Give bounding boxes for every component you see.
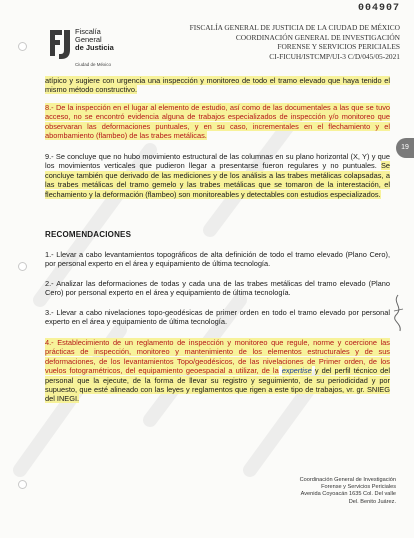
recommendation-1-text: 1.- Llevar a cabo levantamientos topográficos de alta definición de todo el tramo elevado (Plano Cero), por personal experto en el área y equipamiento de última tecnología.: [45, 250, 390, 269]
header-line-3: FORENSE Y SERVICIOS PERICIALES: [277, 42, 400, 52]
recommendation-4-text-c: y del perfil técnico del personal que la ejecute, de la forma de llevar su registro y seguimiento, de su periodicidad y por supuesto, que esté alineado con las leyes y reglamentos que rigen a este tipo de trabajos, vr. gr. SNIEG del INEGI.: [45, 366, 390, 404]
paragraph-9: [45, 152, 390, 199]
logo-line-1: Fiscalía: [75, 27, 101, 36]
document-header: [120, 23, 400, 61]
fgj-emblem-icon: [48, 26, 72, 62]
paragraph-9-text-a: 9.- Se concluye que no hubo movimiento estructural de las columnas en su plano horizontal (X, Y) y que los movimientos verticales que pudieron llegar a presentarse fueron regulares y no puntuales.: [45, 152, 390, 171]
logo-line-2: General: [75, 35, 102, 44]
recommendations-heading: RECOMENDACIONES: [45, 230, 132, 239]
logo-wordmark: [75, 28, 114, 52]
recommendation-4-text-b: expertise: [281, 366, 312, 376]
paragraph-9-text-b: Se concluye también que derivado de las mediciones y de los análisis a las trabes metálicas colapsadas, a las trabes metálicas del tramo gemelo y las trabes metálicas que se tomaron de la interestación, el flechamiento y la deformación (flambeo) son monitoreables y detectables con estudios especializados.: [45, 161, 390, 199]
paragraph-8-text: 8.- De la inspección en el lugar al elemento de estudio, así como de las documentales a las que se tuvo acceso, no se encontró evidencia alguna de trabajos especializados de inspección y/o monitoreo que observaran las deformaciones puntuales, y en su caso, incrementales en el flechamiento y el abombamiento (flambeo) de las trabes metálicas.: [45, 103, 390, 141]
recommendation-1: [45, 250, 390, 269]
margin-signature: [388, 293, 408, 333]
recommendation-2-text: 2.- Analizar las deformaciones de todas y cada una de las trabes metálicas del tramo elevado (Plano Cero) por personal experto en el área y equipamiento de última tecnología.: [45, 279, 390, 298]
recommendation-3: [45, 308, 390, 327]
recommendation-2: [45, 279, 390, 298]
footer-line-4: Del. Benito Juárez.: [348, 498, 396, 505]
document-footer: [196, 477, 396, 506]
footer-line-3: Avenida Coyoacán 1635 Col. Del valle: [300, 491, 396, 498]
header-line-2: COORDINACIÓN GENERAL DE INVESTIGACIÓN: [235, 32, 400, 42]
recommendation-4: [45, 338, 390, 404]
institution-logo: [48, 24, 118, 68]
logo-line-3: de Justicia: [75, 43, 114, 52]
recommendation-4-text-a: 4.- Establecimiento de un reglamento de inspección y monitoreo que regule, norme y coercione las prácticas de inspección, monitoreo y mantenimiento de los elementos estructurales y de sus deformaciones, de los levantamientos Topo/geodésicos, de las nivelaciones de Primer orden, de los vuelos fotogramétricos, del equipamiento geoespacial a utilizar, de la: [45, 338, 390, 376]
header-line-1: FISCALÍA GENERAL DE JUSTICIA DE LA CIUDAD DE MÉXICO: [189, 23, 400, 32]
folio-number: 004907: [357, 3, 400, 14]
footer-line-1: Coordinación General de Investigación: [299, 477, 396, 483]
paragraph-8: [45, 103, 390, 141]
page-tab-marker: 19: [396, 138, 414, 158]
intro-text: atípico y sugiere con urgencia una inspección y monitoreo de todo el tramo elevado que haya tenido el mismo método constructivo.: [45, 76, 390, 95]
paragraph-intro: [45, 76, 390, 95]
header-line-4: CI-FICUH/ISTCMP/UI-3 C/D/045/05-2021: [269, 51, 400, 61]
recommendation-3-text: 3.- Llevar a cabo nivelaciones topo-geodésicas de primer orden en todo el tramo elevado por personal experto en el área y equipamiento de última tecnología.: [45, 308, 390, 327]
logo-subtitle: Ciudad de México: [75, 62, 112, 67]
footer-line-2: Forense y Servicios Periciales: [321, 484, 396, 491]
